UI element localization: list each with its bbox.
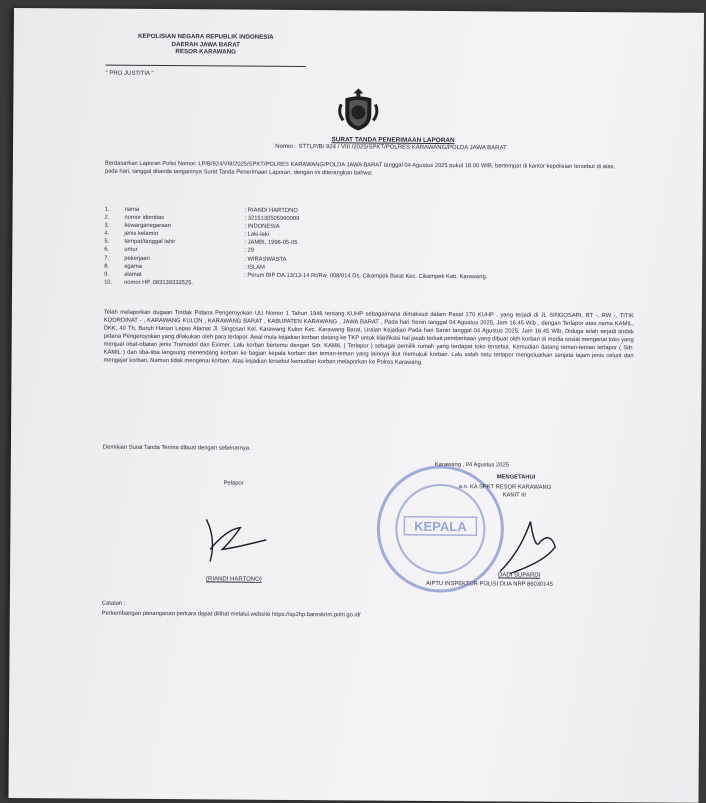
field-row: 2. nomor identitas : 3215130505960009 [104,214,300,223]
report-body: Telah melaporkan dugaan Tindak Pidana Pengeroyokan UU Nomor 1 Tahun 1946 tentang KUHP sebagaimana dimaksud dalam Pasal 170 KUHP , yang terjadi di JL SINGOSARI, RT -, RW -, TITIK KOORDINAT - , KARAWANG KULON , KARAWANG BARAT , KABUPATEN KARAWANG , JAWA BARAT , Pada hari Senin tanggal 04 Agustus 2025, Jam 16.45 Wib , dengan Terlapor atas nama KAMIL, DKK, 40 Th, Buruh Harian Lepas Alamat Jl. Singosari Kel. Karawang Kulon Kec. Karawang Barat, Uraian Kejadian Pada hari Senin tanggal 04 Agustus 2025, Jam 16.45 Wib, Diduga telah terjadi tindak pidana Pengeroyokan yang dilakukan oleh para terlapor. Awal mula kejadian korban datang ke TKP untuk klarifikasi hal jasab terkait pemberitaan yang dibuat oleh korban di media sosial mengenai toko yang menjual obat-obatan jenis Tramadol dan Eximer. Lalu korban bertemu dengan Sdr. KAMIL ( Terlapor ) sebagai pemilik rumah yang terdapat toko tersebut. Kemudian datang teman-teman terlapor ( Sdr. KAMIL ) dan tiba-tiba langsung menendang korban ke bagian kepala korban dan teman-teman yang lainnya ikut memukuli korban. Lalu salah satu terlapor mengeluarkan senjata tajam jenis celurit dan mengejar korban, Namun tidak mengenai korban. Atas kejadian tersebut kemudian korban melaporkan ke Polres Karawang. [103,309,634,366]
document-page [8,8,703,803]
notes-text: Perkembangan penanganan perkara dapat dilihat melalui website https://sp2hp.bareskrim.polri.go.id/ [101,610,361,619]
letterhead-line2: DAERAH JAWA BARAT [171,40,240,49]
officer-unit-line: a.n. KA SPKT RESOR KARAWANG [458,484,552,491]
field-row: 6. umur : 29 [104,247,255,255]
pro-justitia: " PRO JUSTITIA " [105,70,154,77]
reporter-title: Pelapor [223,480,244,487]
letterhead-divider [106,65,306,67]
notes-label: Catatan : [101,600,126,607]
stamp-label: KEPALA [414,518,467,535]
notes [102,599,361,621]
officer-name: DADI SUPARDI [498,572,541,579]
field-row: 1. nama : RIANDI HARTONO [104,206,298,214]
officer-rank: AIPTU INSPEKTUR POLISI DUA NRP 86030145 [425,580,553,588]
field-row: 5. tempat/tanggal lahir : JAMBI, 1996-05-05 [104,239,298,247]
police-emblem-icon [333,84,383,132]
intro-paragraph: Berdasarkan Laporan Polisi Nomor: LP/B/924/VIII/2025/SPKT/POLRES KARAWANG/POLDA JAWA BARAT tanggal 04 Agustus 2025 pukul 18.00 WIB, bertempat di kantor kepolisian tersebut di atas, pada hari, tanggal ditanda tanganinya Surat Tanda Penerimaan Laporan, dengan ini diterangkan bahwa: [104,160,616,177]
letterhead-line3: RESOR KARAWANG [175,48,236,56]
officer-kanit-line: KANIT III [502,492,527,499]
closing-statement: Demikian Surat Tanda Terima dibuat dengan sebenarnya. [102,444,251,452]
field-row: 10. nomor HP. 083139333525. [104,279,193,287]
place-date: Karawang , 04 Agustus 2025 [434,461,509,469]
reporter-signature-icon [196,509,276,570]
document-number: Nomor : STTLP/B/ 924 / VIII /2025/SPKT/POLRES KARAWANG/POLDA JAWA BARAT [275,143,507,152]
field-row: 9. alamat : Perum BIP DA.13/13-14 Rt/Rw. 008/014 Ds. Cikampek Barat Kec. Cikampek Kab. Karawang. [104,271,488,281]
reporter-name: (RIANDI HARTONO) [205,576,262,583]
field-row: 3. kewarganegaraan : INDONESIA [104,222,280,231]
field-row: 4. jenis kelamin : Laki-laki [104,230,269,239]
field-row: 8. agama : ISLAM [104,263,265,271]
field-row: 7. pekerjaan : WIRASWASTA [104,255,287,263]
reporter-fields [104,207,488,291]
mengetahui-label: MENGETAHUI [496,474,536,481]
officer-signature-icon [480,511,570,582]
letterhead [106,33,306,57]
document-title: SURAT TANDA PENERIMAAN LAPORAN [331,136,455,145]
letterhead-line1: KEPOLISIAN NEGARA REPUBLIK INDONESIA [137,32,274,41]
officer-unit [459,483,552,500]
